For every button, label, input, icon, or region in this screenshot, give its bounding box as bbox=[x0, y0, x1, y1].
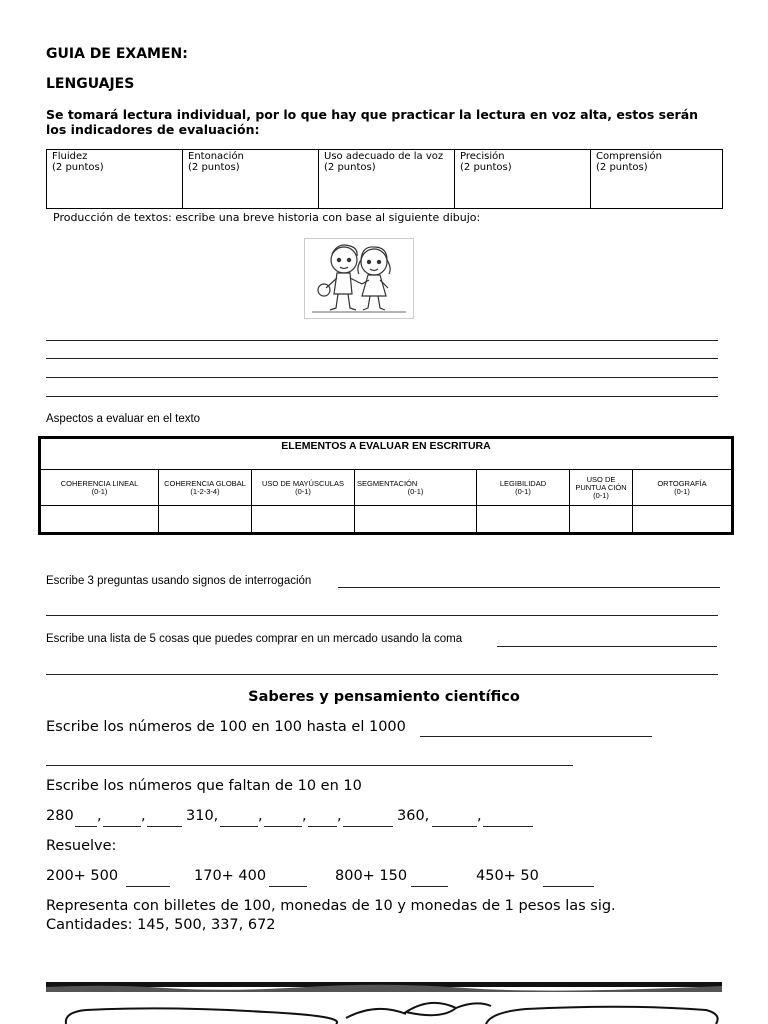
represent-instruction: Representa con billetes de 100, monedas de 10 y monedas de 1 pesos las sig. bbox=[46, 898, 616, 914]
criteria-score: (0-1) bbox=[515, 486, 531, 496]
criteria-score: (0-1) bbox=[295, 486, 311, 496]
count-by-100: Escribe los números de 100 en 100 hasta el 1000 bbox=[46, 719, 406, 735]
subject-title: LENGUAJES bbox=[46, 76, 135, 92]
reading-indicators-table bbox=[46, 149, 723, 209]
criteria-name: LEGIBILIDAD bbox=[499, 478, 547, 488]
story-line-1[interactable] bbox=[46, 340, 718, 341]
answer-line[interactable] bbox=[46, 765, 573, 766]
blank[interactable] bbox=[308, 826, 337, 827]
comma: , bbox=[477, 808, 482, 824]
criteria-header bbox=[477, 470, 570, 506]
sequence-number: 310, bbox=[186, 808, 219, 824]
answer-line[interactable] bbox=[338, 587, 720, 588]
indicator-cell bbox=[319, 150, 455, 209]
blank[interactable] bbox=[483, 826, 533, 827]
blank[interactable] bbox=[220, 826, 258, 827]
criteria-header bbox=[633, 470, 733, 506]
story-line-2[interactable] bbox=[46, 358, 718, 359]
criteria-name: USO DE PUNTUA CIÓN bbox=[575, 474, 627, 492]
resuelve-label: Resuelve: bbox=[46, 838, 117, 854]
aspects-label: Aspectos a evaluar en el texto bbox=[46, 413, 201, 425]
answer-line[interactable] bbox=[420, 736, 652, 737]
criteria-header bbox=[159, 470, 252, 506]
answer-blank[interactable] bbox=[543, 886, 594, 887]
comma: , bbox=[258, 808, 263, 824]
comma: , bbox=[97, 808, 102, 824]
criteria-name: COHERENCIA LINEAL bbox=[60, 478, 139, 488]
score-cell[interactable] bbox=[40, 506, 159, 534]
indicator-points: (2 puntos) bbox=[324, 162, 376, 173]
answer-blank[interactable] bbox=[269, 886, 307, 887]
sum-problem: 200+ 500 bbox=[46, 868, 119, 884]
writing-prompt: Producción de textos: escribe una breve historia con base al siguiente dibujo: bbox=[53, 211, 481, 224]
criteria-score: (0-1) bbox=[91, 486, 108, 496]
blank[interactable] bbox=[75, 826, 97, 827]
writing-table-title: ELEMENTOS A EVALUAR EN ESCRITURA bbox=[40, 438, 733, 470]
blank[interactable] bbox=[432, 826, 477, 827]
criteria-header bbox=[570, 470, 633, 506]
story-line-3[interactable] bbox=[46, 377, 718, 378]
criteria-score: (0-1) bbox=[593, 490, 609, 500]
score-cell[interactable] bbox=[252, 506, 355, 534]
score-cell[interactable] bbox=[570, 506, 633, 534]
indicator-points: (2 puntos) bbox=[188, 162, 240, 173]
criteria-score: (1-2-3-4) bbox=[190, 486, 220, 496]
sequence-number: 280 bbox=[46, 808, 74, 824]
intro-text: Se tomará lectura individual, por lo que hay que practicar la lectura en voz alta, estos serán los indicadores de evaluación: bbox=[46, 107, 699, 137]
writing-evaluation-table bbox=[38, 436, 734, 535]
sequence-number: 360, bbox=[397, 808, 430, 824]
blank[interactable] bbox=[103, 826, 141, 827]
blank[interactable] bbox=[264, 826, 302, 827]
criteria-header bbox=[40, 470, 159, 506]
represent-quantities: Cantidades: 145, 500, 337, 672 bbox=[46, 917, 276, 933]
indicator-name: Comprensión bbox=[596, 151, 663, 162]
indicator-cell bbox=[183, 150, 319, 209]
indicator-name: Entonación bbox=[188, 151, 244, 162]
indicator-points: (2 puntos) bbox=[596, 162, 648, 173]
criteria-score: (0-1) bbox=[674, 486, 690, 496]
sum-problem: 450+ 50 bbox=[476, 868, 539, 884]
answer-blank[interactable] bbox=[411, 886, 448, 887]
score-cell[interactable] bbox=[477, 506, 570, 534]
indicator-cell bbox=[455, 150, 591, 209]
blank[interactable] bbox=[147, 826, 182, 827]
sum-problem: 800+ 150 bbox=[335, 868, 408, 884]
criteria-name: SEGMENTACIÓN bbox=[357, 478, 418, 488]
criteria-name: USO DE MAYÚSCULAS bbox=[262, 478, 344, 488]
indicator-name: Uso adecuado de la voz bbox=[324, 151, 444, 162]
missing-numbers-label: Escribe los números que faltan de 10 en 10 bbox=[46, 778, 362, 794]
score-cell[interactable] bbox=[159, 506, 252, 534]
decorative-banner bbox=[46, 982, 722, 1024]
answer-blank[interactable] bbox=[126, 886, 170, 887]
sum-problem: 170+ 400 bbox=[194, 868, 267, 884]
story-line-4[interactable] bbox=[46, 396, 718, 397]
answer-line[interactable] bbox=[497, 646, 717, 647]
criteria-header bbox=[355, 470, 477, 506]
indicator-cell bbox=[47, 150, 183, 209]
comma: , bbox=[337, 808, 342, 824]
blank[interactable] bbox=[343, 826, 393, 827]
children-drawing bbox=[304, 238, 414, 319]
criteria-name: COHERENCIA GLOBAL bbox=[164, 478, 246, 488]
question-market-list: Escribe una lista de 5 cosas que puedes comprar en un mercado usando la coma bbox=[46, 633, 463, 645]
indicator-points: (2 puntos) bbox=[460, 162, 512, 173]
indicator-name: Fluidez bbox=[52, 151, 88, 162]
question-signs: Escribe 3 preguntas usando signos de interrogación bbox=[46, 575, 312, 587]
indicator-points: (2 puntos) bbox=[52, 162, 104, 173]
exam-title: GUIA DE EXAMEN: bbox=[46, 46, 188, 62]
indicator-name: Precisión bbox=[460, 151, 505, 162]
comma: , bbox=[302, 808, 307, 824]
criteria-score: (0-1) bbox=[407, 486, 424, 496]
indicator-cell bbox=[591, 150, 723, 209]
answer-line[interactable] bbox=[46, 615, 718, 616]
answer-line[interactable] bbox=[46, 674, 718, 675]
score-cell[interactable] bbox=[355, 506, 477, 534]
score-cell[interactable] bbox=[633, 506, 733, 534]
criteria-name: ORTOGRAFÍA bbox=[657, 478, 707, 488]
criteria-header bbox=[252, 470, 355, 506]
science-heading: Saberes y pensamiento científico bbox=[248, 689, 520, 705]
comma: , bbox=[141, 808, 146, 824]
